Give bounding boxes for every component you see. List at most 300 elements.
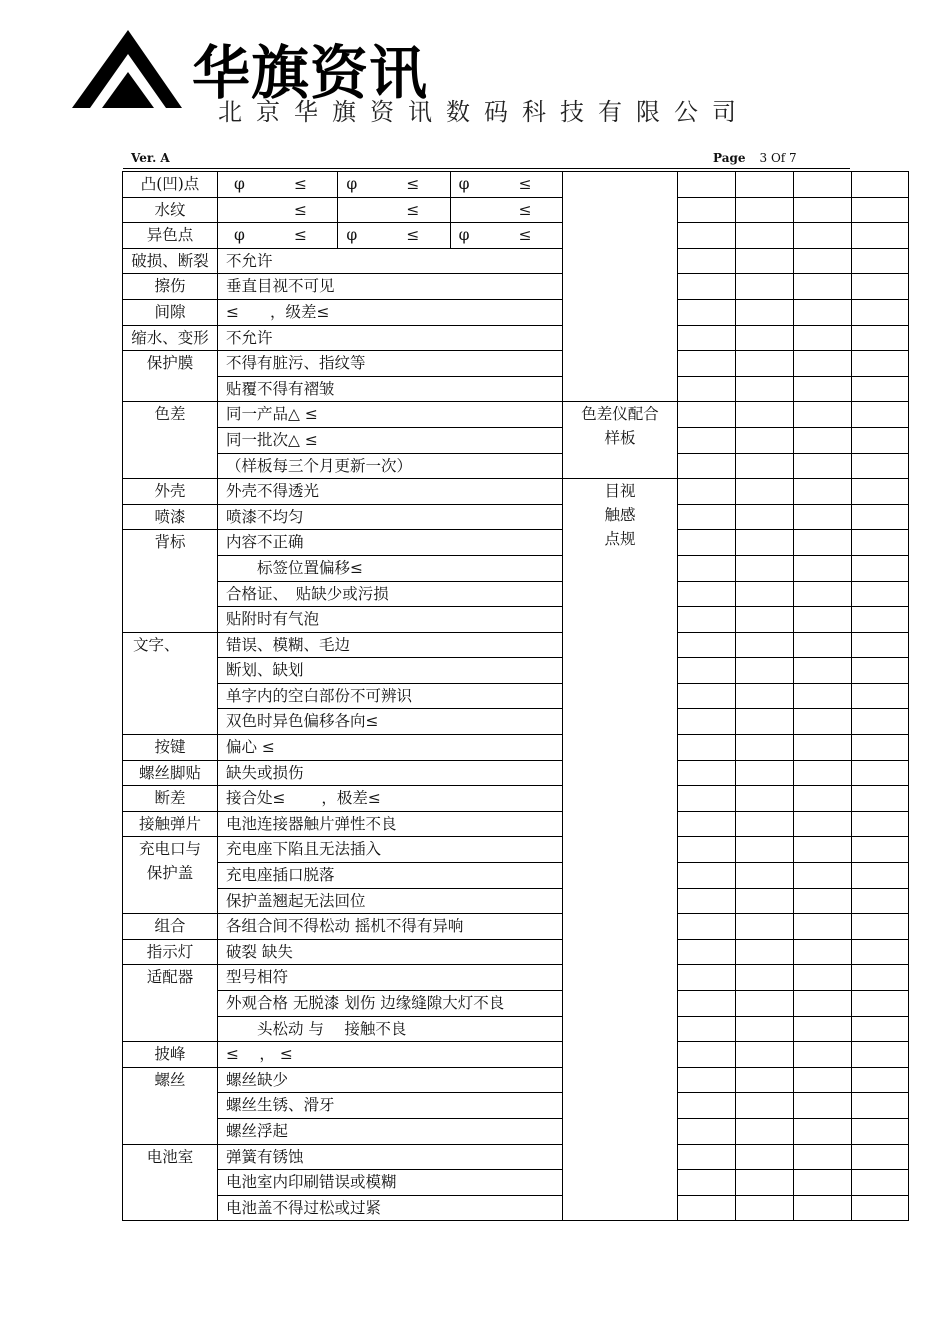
record-cell[interactable]: [678, 1067, 736, 1093]
table-row: [123, 658, 909, 684]
record-cell[interactable]: [736, 914, 794, 940]
item-label: 保护膜: [146, 354, 194, 373]
record-cell[interactable]: [678, 735, 736, 761]
record-cell[interactable]: [736, 248, 794, 274]
record-cell[interactable]: [678, 172, 736, 198]
record-cell[interactable]: [852, 299, 909, 325]
record-cell[interactable]: [852, 607, 909, 633]
standard-cell: [218, 683, 563, 709]
record-cell[interactable]: [678, 197, 736, 223]
record-cell[interactable]: [852, 735, 909, 761]
table-row: [123, 197, 909, 223]
record-cell[interactable]: [736, 735, 794, 761]
record-cell[interactable]: [852, 376, 909, 402]
record-cell[interactable]: [794, 888, 852, 914]
item-label: 凸(凹)点: [140, 175, 200, 193]
method-text: 样板: [604, 429, 636, 448]
record-cell[interactable]: [852, 939, 909, 965]
diameter-symbol: φ: [458, 226, 470, 245]
item-cell: [123, 274, 218, 300]
record-cell[interactable]: [736, 581, 794, 607]
record-cell[interactable]: [678, 1118, 736, 1144]
table-row: [123, 1016, 909, 1042]
record-cell[interactable]: [794, 351, 852, 377]
record-cell[interactable]: [678, 530, 736, 556]
record-cell[interactable]: [678, 504, 736, 530]
record-cell[interactable]: [736, 709, 794, 735]
record-cell[interactable]: [736, 376, 794, 402]
record-cell[interactable]: [736, 530, 794, 556]
standard-cell: [218, 453, 563, 479]
table-row: [123, 786, 909, 812]
item-label: 缩水、变形: [131, 328, 209, 347]
item-label: 螺丝: [154, 1070, 186, 1089]
record-cell[interactable]: [794, 760, 852, 786]
item-label: 外壳: [154, 482, 186, 501]
record-cell[interactable]: [794, 1067, 852, 1093]
record-cell[interactable]: [678, 479, 736, 505]
item-label: 文字、: [133, 635, 180, 654]
standard-cell: [218, 274, 563, 300]
record-cell[interactable]: [678, 658, 736, 684]
table-row: [123, 351, 909, 377]
record-cell[interactable]: [736, 607, 794, 633]
record-cell[interactable]: [678, 607, 736, 633]
record-cell[interactable]: [736, 965, 794, 991]
item-cell: [123, 811, 218, 837]
record-cell[interactable]: [678, 939, 736, 965]
tolerance-subcell: [226, 198, 337, 223]
standard-text: 双色时异色偏移各向≤: [226, 712, 379, 731]
item-label: 组合: [154, 917, 186, 936]
standard-cell: [218, 888, 563, 914]
record-cell[interactable]: [736, 479, 794, 505]
record-cell[interactable]: [736, 402, 794, 428]
standard-text: 同一批次△ ≤: [226, 430, 318, 449]
record-cell[interactable]: [852, 1016, 909, 1042]
less-equal-symbol: ≤: [518, 175, 532, 193]
record-cell[interactable]: [794, 248, 852, 274]
standard-text: （样板每三个月更新一次）: [226, 456, 413, 475]
record-cell[interactable]: [852, 786, 909, 812]
record-cell[interactable]: [794, 607, 852, 633]
record-cell[interactable]: [678, 351, 736, 377]
record-cell[interactable]: [736, 1170, 794, 1196]
record-cell[interactable]: [736, 683, 794, 709]
tolerance-subcell: [337, 198, 449, 223]
record-cell[interactable]: [794, 555, 852, 581]
standard-text: 喷漆不均匀: [226, 507, 304, 526]
item-cell: [123, 1067, 218, 1144]
record-cell[interactable]: [678, 1016, 736, 1042]
record-cell[interactable]: [852, 172, 909, 198]
record-cell[interactable]: [852, 1170, 909, 1196]
item-cell: [123, 735, 218, 761]
item-label: 色差: [154, 405, 186, 424]
table-row: [123, 376, 909, 402]
less-equal-symbol: ≤: [406, 175, 420, 193]
record-cell[interactable]: [794, 453, 852, 479]
record-cell[interactable]: [794, 197, 852, 223]
record-cell[interactable]: [794, 427, 852, 453]
standard-text: 充电座插口脱落: [226, 866, 335, 885]
standard-cell: [218, 1170, 563, 1196]
record-cell[interactable]: [852, 632, 909, 658]
record-cell[interactable]: [678, 223, 736, 249]
tolerance-subcell: [226, 172, 337, 197]
record-cell[interactable]: [678, 1144, 736, 1170]
record-cell[interactable]: [736, 1016, 794, 1042]
standard-cell: [218, 965, 563, 991]
record-cell[interactable]: [678, 786, 736, 812]
record-cell[interactable]: [852, 683, 909, 709]
table-row: [123, 607, 909, 633]
standard-text: 弹簧有锈蚀: [226, 1147, 304, 1166]
record-cell[interactable]: [794, 402, 852, 428]
record-cell[interactable]: [736, 223, 794, 249]
table-row: [123, 172, 909, 198]
record-cell[interactable]: [736, 786, 794, 812]
record-cell[interactable]: [852, 811, 909, 837]
record-cell[interactable]: [736, 453, 794, 479]
tolerance-subcell: [450, 223, 562, 248]
record-cell[interactable]: [736, 1042, 794, 1068]
standard-cell: [218, 914, 563, 940]
record-cell[interactable]: [794, 1093, 852, 1119]
standard-text: 电池连接器触片弹性不良: [226, 814, 397, 833]
record-cell[interactable]: [852, 223, 909, 249]
record-cell[interactable]: [736, 760, 794, 786]
tolerance-subcell: [337, 172, 449, 197]
header-rule: [123, 168, 850, 169]
record-cell[interactable]: [794, 325, 852, 351]
record-cell[interactable]: [678, 709, 736, 735]
standard-text: 断划、缺划: [226, 661, 304, 680]
table-row: [123, 274, 909, 300]
standard-cell: [218, 837, 563, 863]
standard-text: 各组合间不得松动 摇机不得有异响: [226, 917, 464, 936]
record-cell[interactable]: [736, 888, 794, 914]
record-cell[interactable]: [794, 1195, 852, 1221]
standard-text: 不得有脏污、指纹等: [226, 354, 366, 373]
record-cell[interactable]: [678, 427, 736, 453]
item-label: 按键: [154, 738, 186, 757]
record-cell[interactable]: [678, 1042, 736, 1068]
item-label: 断差: [154, 789, 186, 808]
item-label: 擦伤: [154, 277, 186, 296]
record-cell[interactable]: [852, 888, 909, 914]
record-cell[interactable]: [794, 837, 852, 863]
item-cell: [123, 1144, 218, 1221]
record-cell[interactable]: [736, 863, 794, 889]
record-cell[interactable]: [736, 837, 794, 863]
standard-text: 偏心 ≤: [226, 738, 275, 757]
record-cell[interactable]: [794, 504, 852, 530]
record-cell[interactable]: [794, 658, 852, 684]
standard-cell: [218, 1144, 563, 1170]
standard-text: 保护盖翘起无法回位: [226, 891, 366, 910]
table-row: [123, 965, 909, 991]
item-label: 间隙: [154, 302, 186, 321]
record-cell[interactable]: [678, 965, 736, 991]
standard-cell: [218, 1042, 563, 1068]
standard-cell: [218, 402, 563, 428]
item-cell: [123, 965, 218, 1042]
standard-text: 标签位置偏移≤: [226, 558, 363, 577]
record-cell[interactable]: [794, 299, 852, 325]
standard-text: ≤ ，级差≤: [226, 302, 330, 321]
item-label: 保护盖: [146, 864, 194, 883]
record-cell[interactable]: [736, 1144, 794, 1170]
record-cell[interactable]: [794, 965, 852, 991]
record-cell[interactable]: [794, 1118, 852, 1144]
record-cell[interactable]: [852, 197, 909, 223]
record-cell[interactable]: [794, 274, 852, 300]
standard-cell: [218, 555, 563, 581]
item-cell: [123, 325, 218, 351]
item-label: 接触弹片: [138, 814, 201, 833]
record-cell[interactable]: [794, 1016, 852, 1042]
item-label: 喷漆: [154, 507, 186, 526]
method-cell-visual: [563, 479, 678, 1221]
inspection-table: [122, 171, 909, 1221]
record-cell[interactable]: [794, 863, 852, 889]
diameter-symbol: φ: [234, 226, 245, 245]
tolerance-subcell: [226, 223, 337, 248]
record-cell[interactable]: [794, 683, 852, 709]
item-label: 适配器: [146, 968, 194, 987]
standard-cell: [218, 786, 563, 812]
item-label: 破损、断裂: [131, 251, 209, 270]
standard-text: 不允许: [226, 251, 273, 270]
item-label: 电池室: [146, 1147, 194, 1166]
record-cell[interactable]: [852, 453, 909, 479]
item-cell: [123, 299, 218, 325]
item-label: 水纹: [154, 200, 186, 219]
less-equal-symbol: ≤: [406, 226, 420, 245]
item-cell: [123, 248, 218, 274]
standard-cell: [218, 197, 563, 223]
record-cell[interactable]: [852, 1118, 909, 1144]
record-cell[interactable]: [794, 1170, 852, 1196]
standard-text: 缺失或损伤: [226, 763, 304, 782]
diameter-symbol: φ: [346, 175, 358, 193]
record-cell[interactable]: [678, 555, 736, 581]
standard-text: 破裂 缺失: [226, 942, 293, 961]
table-row: [123, 760, 909, 786]
less-equal-symbol: ≤: [518, 226, 532, 245]
record-cell[interactable]: [736, 197, 794, 223]
standard-cell: [218, 1118, 563, 1144]
record-cell[interactable]: [678, 632, 736, 658]
item-cell: [123, 223, 218, 249]
record-cell[interactable]: [678, 1195, 736, 1221]
table-row: [123, 837, 909, 863]
record-cell[interactable]: [678, 888, 736, 914]
method-cell-color: [563, 402, 678, 479]
diameter-symbol: φ: [346, 226, 358, 245]
standard-cell: [218, 504, 563, 530]
record-cell[interactable]: [852, 914, 909, 940]
record-cell[interactable]: [852, 248, 909, 274]
record-cell[interactable]: [794, 632, 852, 658]
record-cell[interactable]: [794, 376, 852, 402]
record-cell[interactable]: [678, 402, 736, 428]
record-cell[interactable]: [852, 965, 909, 991]
record-cell[interactable]: [852, 351, 909, 377]
record-cell[interactable]: [678, 1093, 736, 1119]
page-number: 3 Of 7: [759, 151, 797, 165]
record-cell[interactable]: [852, 555, 909, 581]
record-cell[interactable]: [678, 581, 736, 607]
record-cell[interactable]: [736, 325, 794, 351]
item-cell: [123, 760, 218, 786]
record-cell[interactable]: [794, 223, 852, 249]
standard-cell: [218, 427, 563, 453]
version-label: Ver. A: [131, 151, 170, 165]
record-cell[interactable]: [852, 402, 909, 428]
record-cell[interactable]: [794, 1144, 852, 1170]
record-cell[interactable]: [678, 837, 736, 863]
method-text: 点规: [604, 530, 636, 549]
item-cell: [123, 402, 218, 479]
table-row: [123, 709, 909, 735]
record-cell[interactable]: [736, 299, 794, 325]
record-cell[interactable]: [852, 709, 909, 735]
record-cell[interactable]: [736, 1067, 794, 1093]
method-text: 色差仪配合: [581, 405, 659, 424]
record-cell[interactable]: [678, 453, 736, 479]
table-row: [123, 427, 909, 453]
record-cell[interactable]: [852, 863, 909, 889]
less-equal-symbol: ≤: [294, 226, 307, 245]
logo-text: 华旗资讯: [192, 39, 429, 107]
table-row: [123, 1144, 909, 1170]
record-cell[interactable]: [678, 811, 736, 837]
record-cell[interactable]: [736, 991, 794, 1017]
item-cell: [123, 786, 218, 812]
record-cell[interactable]: [736, 1093, 794, 1119]
standard-cell: [218, 760, 563, 786]
record-cell[interactable]: [852, 427, 909, 453]
record-cell[interactable]: [794, 709, 852, 735]
tolerance-subcell: [450, 198, 562, 223]
table-row: [123, 479, 909, 505]
record-cell[interactable]: [678, 299, 736, 325]
standard-text: 错误、模糊、毛边: [226, 635, 351, 654]
table-row: [123, 530, 909, 556]
page-label: Page: [713, 151, 746, 165]
record-cell[interactable]: [736, 1118, 794, 1144]
record-cell[interactable]: [736, 811, 794, 837]
record-cell[interactable]: [794, 991, 852, 1017]
diameter-symbol: φ: [234, 175, 245, 193]
record-cell[interactable]: [794, 939, 852, 965]
record-cell[interactable]: [852, 274, 909, 300]
record-cell[interactable]: [678, 376, 736, 402]
record-cell[interactable]: [852, 479, 909, 505]
standard-text: 型号相符: [226, 968, 289, 987]
record-cell[interactable]: [852, 837, 909, 863]
record-cell[interactable]: [678, 683, 736, 709]
record-cell[interactable]: [736, 351, 794, 377]
record-cell[interactable]: [736, 555, 794, 581]
item-cell: [123, 530, 218, 632]
record-cell[interactable]: [736, 172, 794, 198]
record-cell[interactable]: [736, 1195, 794, 1221]
standard-text: 不允许: [226, 328, 273, 347]
record-cell[interactable]: [794, 811, 852, 837]
table-row: [123, 1067, 909, 1093]
record-cell[interactable]: [852, 1195, 909, 1221]
standard-cell: [218, 479, 563, 505]
standard-text: 合格证、 贴缺少或污损: [226, 584, 389, 603]
record-cell[interactable]: [678, 274, 736, 300]
record-cell[interactable]: [852, 1042, 909, 1068]
standard-cell: [218, 811, 563, 837]
record-cell[interactable]: [852, 658, 909, 684]
record-cell[interactable]: [794, 172, 852, 198]
standard-text: 充电座下陷且无法插入: [226, 840, 382, 859]
standard-text: 头松动 与 接触不良: [226, 1019, 407, 1038]
record-cell[interactable]: [736, 658, 794, 684]
standard-cell: [218, 172, 563, 198]
method-text: 目视: [604, 482, 636, 501]
record-cell[interactable]: [852, 504, 909, 530]
record-cell[interactable]: [794, 581, 852, 607]
table-row: [123, 555, 909, 581]
record-cell[interactable]: [852, 1144, 909, 1170]
record-cell[interactable]: [852, 581, 909, 607]
record-cell[interactable]: [678, 991, 736, 1017]
record-cell[interactable]: [794, 914, 852, 940]
table-row: [123, 683, 909, 709]
standard-text: 电池室内印刷错误或模糊: [226, 1173, 397, 1192]
record-cell[interactable]: [678, 248, 736, 274]
record-cell[interactable]: [736, 427, 794, 453]
record-cell[interactable]: [794, 479, 852, 505]
record-cell[interactable]: [736, 939, 794, 965]
record-cell[interactable]: [794, 1042, 852, 1068]
item-cell: [123, 479, 218, 505]
record-cell[interactable]: [678, 760, 736, 786]
record-cell[interactable]: [852, 1093, 909, 1119]
table-row: [123, 863, 909, 889]
record-cell[interactable]: [852, 1067, 909, 1093]
table-row: [123, 991, 909, 1017]
record-cell[interactable]: [852, 991, 909, 1017]
record-cell[interactable]: [678, 325, 736, 351]
record-cell[interactable]: [736, 632, 794, 658]
record-cell[interactable]: [678, 914, 736, 940]
table-row: [123, 1042, 909, 1068]
record-cell[interactable]: [736, 274, 794, 300]
record-cell[interactable]: [794, 735, 852, 761]
item-label: 指示灯: [146, 942, 194, 961]
record-cell[interactable]: [678, 863, 736, 889]
standard-cell: [218, 863, 563, 889]
item-cell: [123, 1042, 218, 1068]
record-cell[interactable]: [852, 325, 909, 351]
item-label: 背标: [154, 533, 186, 552]
item-cell: [123, 632, 218, 734]
record-cell[interactable]: [852, 760, 909, 786]
record-cell[interactable]: [794, 786, 852, 812]
record-cell[interactable]: [736, 504, 794, 530]
record-cell[interactable]: [794, 530, 852, 556]
record-cell[interactable]: [678, 1170, 736, 1196]
record-cell[interactable]: [852, 530, 909, 556]
